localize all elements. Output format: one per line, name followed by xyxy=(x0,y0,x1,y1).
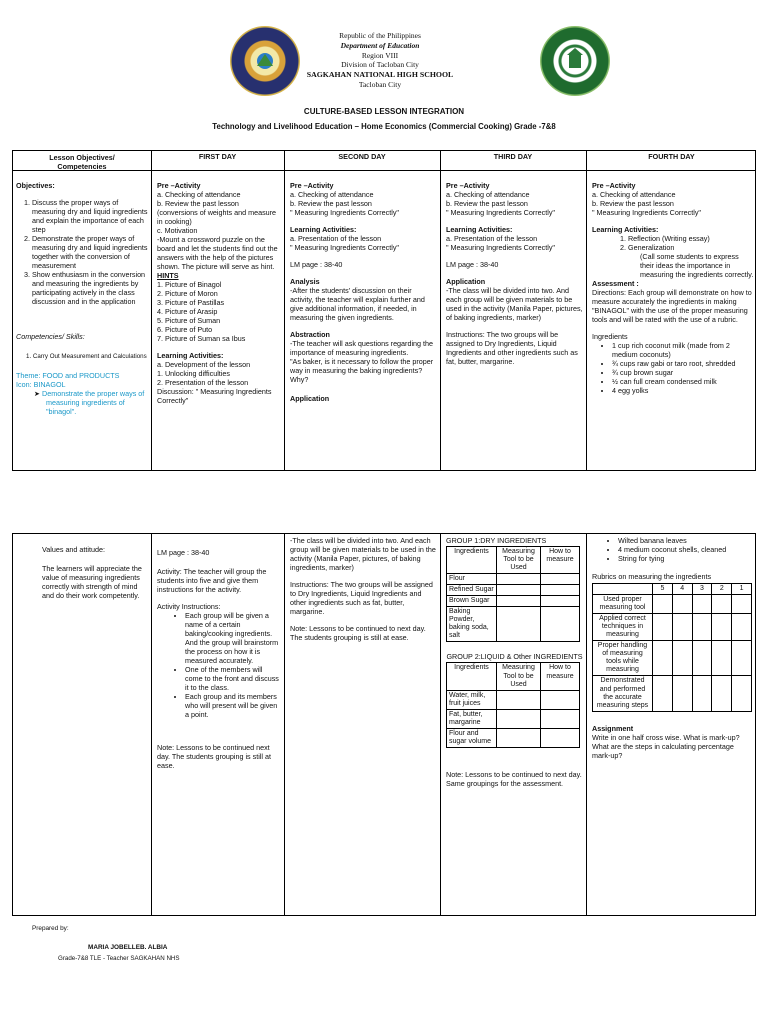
pre-activity-heading: Pre –Activity xyxy=(592,181,636,190)
day1-line: 1. Unlocking difficulties xyxy=(157,369,230,378)
hint-item: 2. Picture of Moron xyxy=(157,289,218,298)
directions-text: Directions: Each group will demonstrate on how to measure accurately the ingredients in making "BINAGOL" with the use of the proper measuring tools and will be rated with the use of a rubric. xyxy=(592,288,752,324)
republic-line: Republic of the Philippines xyxy=(339,31,421,40)
hints-heading: HINTS xyxy=(157,271,179,280)
day2-line: " Measuring Ingredients Correctly" xyxy=(290,208,399,217)
pre-activity-heading: Pre –Activity xyxy=(290,181,334,190)
values-heading: Values and attitude: xyxy=(42,545,106,554)
header-third-day: THIRD DAY xyxy=(493,152,533,161)
abstraction-text: -The teacher will ask questions regarding the importance of measuring ingredients. xyxy=(290,339,434,357)
arrow-bullet-icon: ➤ xyxy=(34,388,43,398)
day2-line: a. Checking of attendance xyxy=(290,190,374,199)
header-fourth-day: FOURTH DAY xyxy=(648,152,695,161)
instructions-text: Instructions: The two groups will be assigned to Dry Ingredients, Liquid Ingredients and other ingredients such as fat, butter, margarine. xyxy=(446,330,578,366)
fourth-day-cont-cell xyxy=(589,534,757,762)
ingredient-item: • 4 egg yolks xyxy=(612,386,754,395)
rubric-heading: Rubrics on measuring the ingredients xyxy=(592,572,712,581)
competencies-heading: Competencies/ Skills: xyxy=(16,332,85,341)
theme-line: Theme: FOOD and PRODUCTS xyxy=(16,370,120,380)
second-day-cell xyxy=(287,179,440,472)
objective-arrow-item: ➤ Demonstrate the proper ways of measuring ingredients of "binagol". xyxy=(34,388,145,416)
ingredient-item: • 1 cup rich coconut milk (made from 2 medium coconuts) xyxy=(612,341,754,359)
header-first-day: FIRST DAY xyxy=(198,152,237,161)
objective-item: 2. Demonstrate the proper ways of measuring dry and liquid ingredients together with the conversion of measurement xyxy=(24,234,148,270)
day2-line: b. Review the past lesson xyxy=(290,199,372,208)
application-text: -The class will be divided into two. And each group will be given materials to be used in the activity (Manila Paper, pictures, of baking ingredients, marker) xyxy=(446,286,583,322)
day3-line: " Measuring Ingredients Correctly" xyxy=(446,208,555,217)
second-day-text: Instructions: The two groups will be assigned to Dry Ingredients, Liquid Ingredients and other ingredients such as fat, butter, margarine. xyxy=(290,580,433,616)
document-title: CULTURE-BASED LESSON INTEGRATION xyxy=(303,107,465,116)
values-cell xyxy=(39,543,149,602)
hint-item: 4. Picture of Arasip xyxy=(157,307,218,316)
second-day-cont-cell xyxy=(287,534,439,644)
question-text: "As baker, is it necessary to follow the proper way in measuring the baking ingredients? Why? xyxy=(290,357,434,384)
ingredient-item: • String for tying xyxy=(618,554,754,563)
ingredient-item: • ¾ cups raw gabi or taro root, shredded xyxy=(612,359,754,368)
lesson-table-bottom xyxy=(12,533,756,916)
pre-activity-heading: Pre –Activity xyxy=(157,181,201,190)
rubric-table: 5 4 3 2 1 Used proper measuring tool Applied correct techniques in measuring Proper handling of measuring tools while measuring Demonstrated and performed the accurate measuring steps xyxy=(592,583,752,712)
day1-line: (conversions of weights and measure in cooking) xyxy=(157,208,277,226)
division-line: Division of Tacloban City xyxy=(341,60,419,70)
day3-line: a. Presentation of the lesson xyxy=(446,234,538,243)
pre-activity-heading: Pre –Activity xyxy=(446,181,490,190)
division-seal-logo xyxy=(230,26,300,96)
lesson-table-top xyxy=(12,150,756,471)
day4-line: " Measuring Ingredients Correctly" xyxy=(592,208,701,217)
day1-line: 2. Presentation of the lesson xyxy=(157,378,249,387)
ingredient-item: • 4 medium coconut shells, cleaned xyxy=(618,545,754,554)
learning-activities-heading: Learning Activities: xyxy=(290,225,357,234)
day1-line: Discussion: " Measuring Ingredients Correctly" xyxy=(157,387,272,405)
day1-line: b. Review the past lesson xyxy=(157,199,239,208)
hint-item: 6. Picture of Puto xyxy=(157,325,213,334)
deped-line: Department of Education xyxy=(340,40,420,50)
lm-page: LM page : 38-40 xyxy=(446,260,499,269)
day4-line: 2. Generalization xyxy=(620,243,675,252)
header-objectives: Lesson Objectives/ Competencies xyxy=(49,153,115,171)
ingredients-heading: Ingredients xyxy=(592,332,628,341)
learning-activities-heading: Learning Activities: xyxy=(157,351,224,360)
fourth-day-cell xyxy=(589,179,757,472)
activity-instructions-heading: Activity Instructions: xyxy=(157,602,221,611)
ingredient-item: • Wilted banana leaves xyxy=(618,536,754,545)
day3-line: b. Review the past lesson xyxy=(446,199,528,208)
objectives-heading: Objectives: xyxy=(16,181,55,190)
note-text: Note: Lessons to be continued to next day. Same groupings for the assessment. xyxy=(446,769,582,788)
objective-item: 3. Show enthusiasm in the conversion and measuring the ingredients by participating actively in the class discussion and in the application xyxy=(24,270,146,306)
day2-line: a. Presentation of the lesson xyxy=(290,234,382,243)
instruction-item: • Each group will be given a name of a certain baking/cooking ingredients. And the group will brainstorm the process on how it is measured accurately. xyxy=(185,611,279,665)
group1-heading: GROUP 1:DRY INGREDIENTS xyxy=(446,536,547,545)
dry-ingredients-table: Ingredients Measuring Tool to be Used How to measure Flour Refined Sugar Brown Sugar Baking Powder, baking soda, salt xyxy=(446,546,580,642)
hint-item: 3. Picture of Pastillas xyxy=(157,298,225,307)
analysis-heading: Analysis xyxy=(290,277,320,286)
day4-line: (Call some students to express their ideas the importance in measuring the ingredients correctly. xyxy=(640,252,754,279)
assessment-heading: Assessment : xyxy=(592,279,639,288)
learning-activities-heading: Learning Activities: xyxy=(592,225,659,234)
third-day-cell xyxy=(443,179,586,472)
school-seal-logo xyxy=(540,26,610,96)
day4-line: 1. Reflection (Writing essay) xyxy=(620,234,710,243)
day2-line: " Measuring Ingredients Correctly" xyxy=(290,243,399,252)
learning-activities-heading: Learning Activities: xyxy=(446,225,513,234)
third-day-cont-cell xyxy=(443,534,586,790)
prepared-by-label: Prepared by: xyxy=(32,925,69,932)
region-line: Region VIII xyxy=(361,50,399,60)
note-text: Note: Lessons to be continued next day. The students grouping is still at ease. xyxy=(157,743,271,770)
city-line: Tacloban City xyxy=(358,80,402,90)
analysis-text: -After the students' discussion on their activity, the teacher will explain further and give additional information, if needed, in measuring the given ingredients. xyxy=(290,286,425,322)
instruction-item: • Each group and its members who will present will be given a point. xyxy=(185,692,279,719)
first-day-cell xyxy=(154,179,284,472)
ingredient-item: • ¾ cup brown sugar xyxy=(612,368,754,377)
instruction-item: • One of the members will come to the front and discuss it to the class. xyxy=(185,665,279,692)
competency-item: 1. Carry Out Measurement and Calculations xyxy=(26,353,147,360)
day1-line: c. Motivation xyxy=(157,226,198,235)
day1-line: a. Checking of attendance xyxy=(157,190,241,199)
group2-heading: GROUP 2:LIQUID & Other INGREDIENTS xyxy=(446,652,583,662)
day1-line: a. Development of the lesson xyxy=(157,360,251,369)
hint-item: 5. Picture of Suman xyxy=(157,316,221,325)
lm-page: LM page : 38-40 xyxy=(157,548,210,557)
first-day-cont-cell xyxy=(154,546,282,772)
letterhead xyxy=(300,31,460,90)
day4-line: a. Checking of attendance xyxy=(592,190,676,199)
values-text: The learners will appreciate the value of measuring ingredients correctly with strength of mind and do their work competently. xyxy=(42,564,142,600)
objective-item: 1. Discuss the proper ways of measuring dry and liquid ingredients and explain the importance of each step xyxy=(24,198,148,234)
assignment-heading: Assignment xyxy=(592,723,634,733)
ingredient-item: • ½ can full cream condensed milk xyxy=(612,377,754,386)
hint-item: 1. Picture of Binagol xyxy=(157,280,222,289)
header-second-day: SECOND DAY xyxy=(338,152,386,161)
abstraction-heading: Abstraction xyxy=(290,330,330,339)
icon-line: Icon: BINAGOL xyxy=(16,379,66,389)
day1-line: -Mount a crossword puzzle on the board and let the students find out the answers with the help of the pictures shown. The picture will serve as hint. xyxy=(157,235,278,271)
day3-line: " Measuring Ingredients Correctly" xyxy=(446,243,555,252)
application-heading: Application xyxy=(290,394,330,403)
application-heading: Application xyxy=(446,277,486,286)
school-name: SAGKAHAN NATIONAL HIGH SCHOOL xyxy=(306,70,454,79)
second-day-text: -The class will be divided into two. And each group will be given materials to be used in the activity (Manila Paper, pictures, of baking ingredients, marker) xyxy=(290,536,436,572)
assignment-text: Write in one half cross wise. What is mark-up? What are the steps in calculating percentage mark-up? xyxy=(592,732,740,760)
note-text: Note: Lessons to be continued to next day. The students grouping is still at ease. xyxy=(290,624,426,642)
preparer-name: MARIA JOBELLEB. ALBIA xyxy=(88,944,168,951)
day4-line: b. Review the past lesson xyxy=(592,199,674,208)
day3-line: a. Checking of attendance xyxy=(446,190,530,199)
liquid-ingredients-table: Ingredients Measuring Tool to be Used How to measure Water, milk, fruit juices Fat, butter, margarine Flour and sugar volume xyxy=(446,662,580,747)
activity-text: Activity: The teacher will group the students into five and give them instructions for the activity. xyxy=(157,567,267,594)
hint-item: 7. Picture of Suman sa Ibus xyxy=(157,334,246,343)
lm-page: LM page : 38-40 xyxy=(290,260,343,269)
objectives-cell xyxy=(13,179,151,472)
preparer-position: Grade-7&8 TLE - Teacher SAGKAHAN NHS xyxy=(58,955,180,962)
document-subtitle: Technology and Livelihood Education – Home Economics (Commercial Cooking) Grade -7&8 xyxy=(212,122,556,131)
